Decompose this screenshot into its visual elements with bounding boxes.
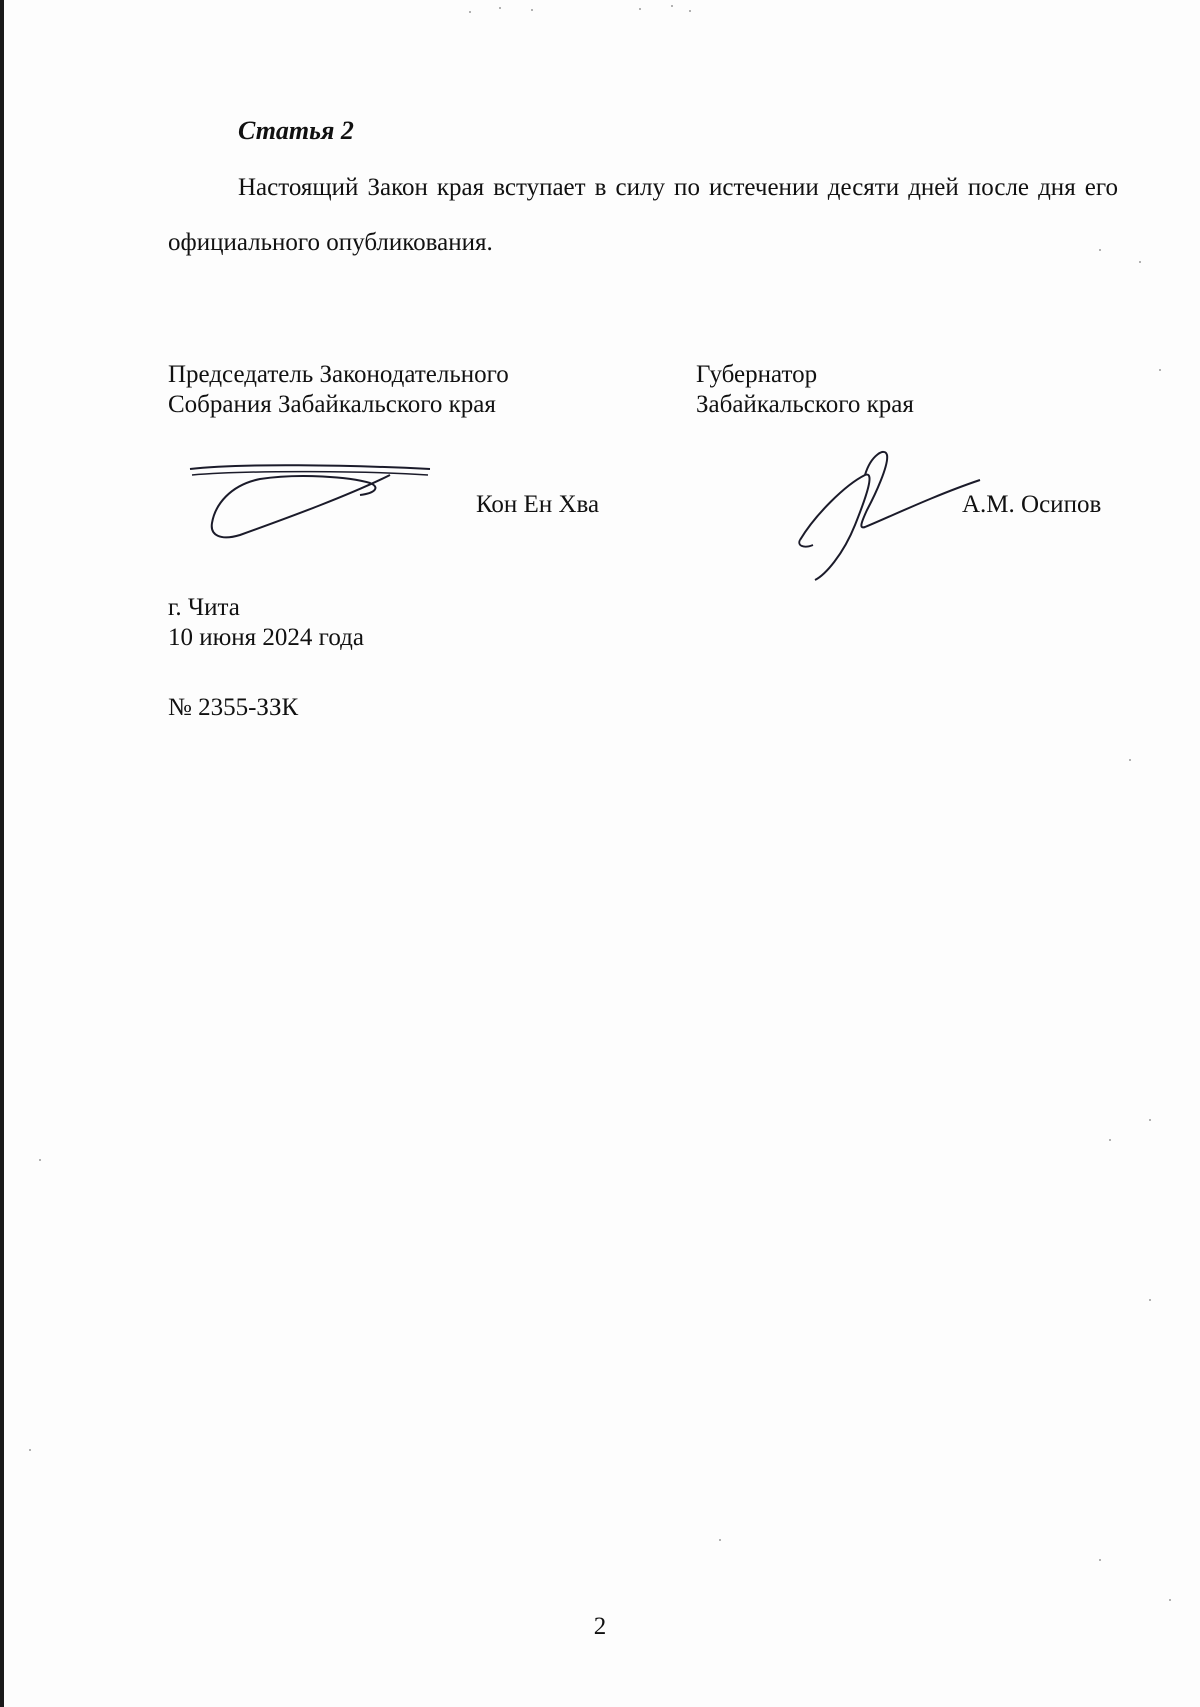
signatory-left-name: Кон Ен Хва (476, 491, 600, 518)
article-heading: Статья 2 (238, 116, 354, 145)
page-number: 2 (593, 1613, 607, 1640)
signatory-right-title-line1: Губернатор (696, 361, 818, 388)
signatory-left-title-line1: Председатель Законодательного (168, 361, 509, 388)
article-text: Настоящий Закон края вступает в силу по истечении десяти дней после дня его официального опубликования. (168, 174, 1118, 256)
date: 10 июня 2024 года (168, 624, 364, 651)
signatory-left-title-line2: Собрания Забайкальского края (168, 391, 496, 418)
law-number: № 2355-ЗЗК (168, 694, 299, 721)
signatory-right-title-line2: Забайкальского края (696, 391, 914, 418)
place-and-date (168, 593, 364, 653)
place: г. Чита (168, 594, 240, 621)
signatory-right-name: А.М. Осипов (962, 491, 1102, 518)
signatory-left-title (168, 360, 509, 420)
signature-left (180, 455, 440, 545)
signatory-right-title (696, 360, 914, 420)
